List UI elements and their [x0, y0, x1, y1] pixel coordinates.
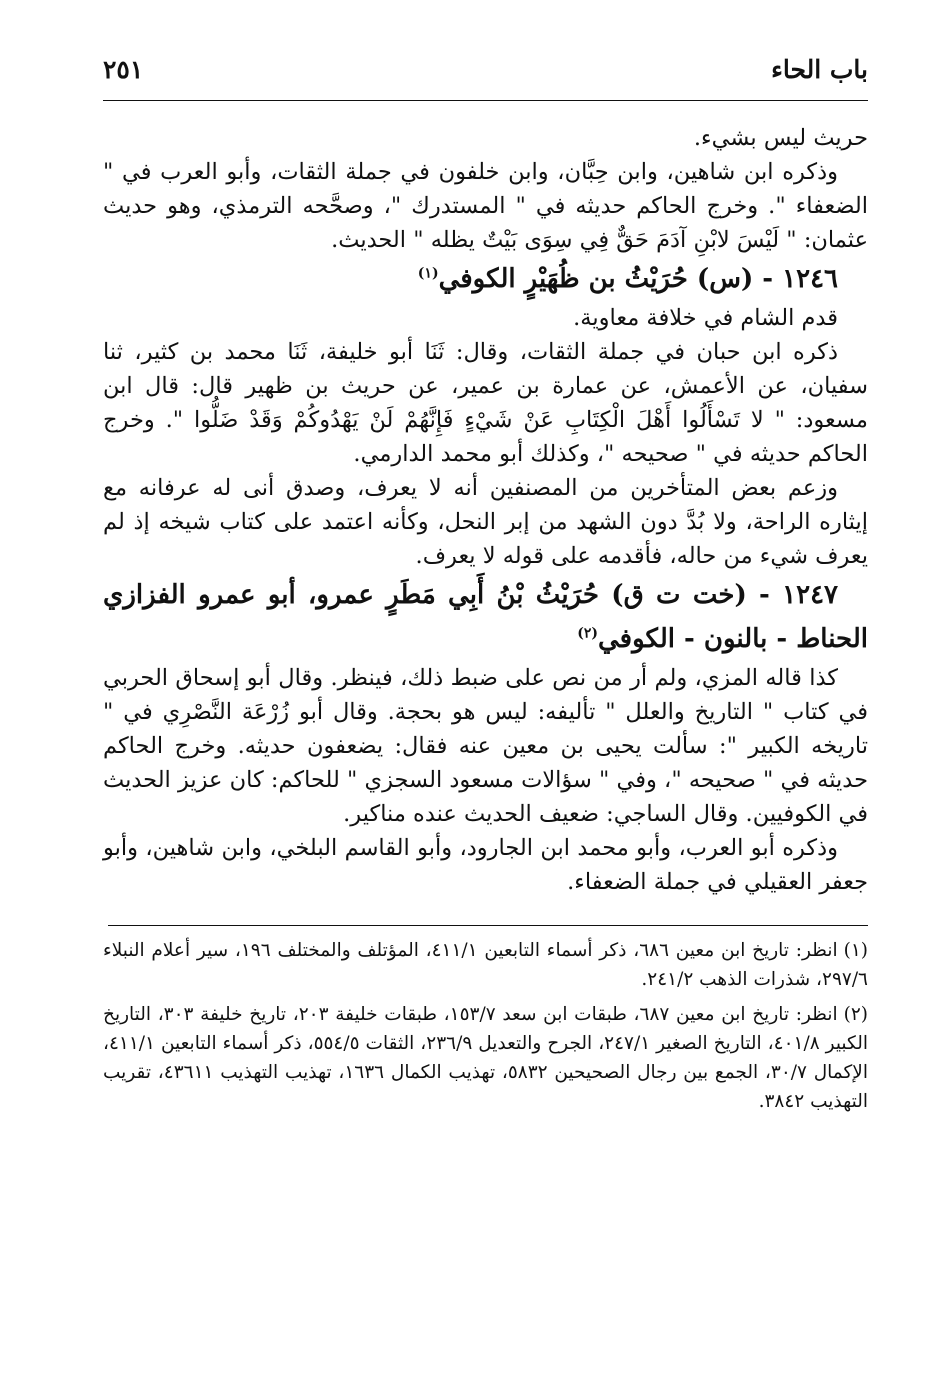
footnote-marker: (٢) [577, 625, 598, 642]
paragraph: حريث ليس بشيء. [693, 125, 868, 151]
paragraph: وذكره أبو العرب، وأبو محمد ابن الجارود، وأبو القاسم البلخي، وابن شاهين، وأبو جعفر العقيلي في جملة الضعفاء. [103, 835, 868, 895]
footnotes-section [103, 913, 868, 1116]
paragraph: قدم الشام في خلافة معاوية. [573, 305, 838, 331]
footnote-divider [108, 925, 868, 926]
footnote-number: (١) [843, 940, 868, 961]
entry-heading-1247 [103, 573, 868, 661]
page-number: ٢٥١ [103, 55, 144, 84]
footnote [103, 1000, 868, 1116]
footnote [103, 936, 868, 994]
footnote-marker: (١) [417, 265, 439, 282]
paragraph: وزعم بعض المتأخرين من المصنفين أنه لا يعرف، وصدق أنى له عرفانه مع إيثاره الراحة، ولا بُدَّ دون الشهد من إبر النحل، وكأنه اعتمد على كتاب شيخه إذ لم يعرف شيء من حاله، فأقدمه على قوله لا يعرف. [103, 475, 868, 569]
paragraph: ذكره ابن حبان في جملة الثقات، وقال: ثَنَا أبو خليفة، ثَنَا محمد بن كثير، ثنا سفيان، عن الأعمش، عن عمارة بن عمير، عن حريث بن ظهير قال: قال ابن مسعود: " لا تَسْأَلُوا أَهْلَ الْكِتَابِ عَنْ شَيْءٍ فَإِنَّهُمْ لَنْ يَهْدُوكُمْ وَقَدْ ضَلُّوا ". وخرج الحاكم حديثه في " صحيحه "، وكذلك أبو محمد الدارمي. [103, 339, 868, 467]
entry-heading-1246 [103, 257, 868, 301]
paragraph: كذا قاله المزي، ولم أر من نص على ضبط ذلك، فينظر. وقال أبو إسحاق الحربي في كتاب " التاريخ والعلل " تأليفه: ليس هو بحجة. وقال أبو زُرْعَة النَّصْرِي في " تاريخه الكبير ": سألت يحيى بن معين عنه فقال: يضعفون حديثه. وخرج الحاكم حديثه في " صحيحه "، وفي " سؤالات مسعود السجزي " للحاكم: كان عزيز الحديث في الكوفيين. وقال الساجي: ضعيف الحديث عنده مناكير. [103, 665, 868, 827]
page-header [103, 0, 868, 101]
footnote-text: انظر: تاريخ ابن معين ٦٨٧، طبقات ابن سعد ١٥٣/٧، طبقات خليفة ٢٠٣، تاريخ خليفة ٣٠٣، التاريخ الكبير ٤٠١/٨، التاريخ الصغير ٢٤٧/١، الجرح والتعديل ٢٣٦/٩، الثقات ٥٥٤/٥، ذكر أسماء التابعين ٤١١/١، الإكمال ٣٠/٧، الجمع بين رجال الصحيحين ٥٨٣٢، تهذيب الكمال ١٦٣٦، تهذيب التهذيب ٤٣٦١١، تقريب التهذيب ٣٨٤٢. [103, 1004, 868, 1112]
entry-heading-text: ١٢٤٧ - (خت ت ق) حُرَيْثُ بْنُ أَبِي مَطَرٍ عمرو، أبو عمرو الفزازي الحناط - بالنون - الكوفي [103, 580, 868, 654]
footnote-text: انظر: تاريخ ابن معين ٦٨٦، ذكر أسماء التابعين ٤١١/١، المؤتلف والمختلف ١٩٦، سير أعلام النبلاء ٢٩٧/٦، شذرات الذهب ٢٤١/٢. [103, 940, 868, 990]
paragraph: وذكره ابن شاهين، وابن حِبَّان، وابن خلفون في جملة الثقات، وأبو العرب في " الضعفاء ". وخرج الحاكم حديثه في " المستدرك "، وصحَّحه الترمذي، وهو حديث عثمان: " لَيْسَ لابْنِ آدَمَ حَقٌّ فِي سِوَى بَيْتٌ يظله " الحديث. [103, 159, 868, 253]
main-text [103, 101, 868, 899]
footnote-number: (٢) [843, 1004, 868, 1025]
running-head: باب الحاء [771, 55, 868, 84]
entry-heading-text: ١٢٤٦ - (س) حُرَيْثُ بن ظُهَيْرٍ الكوفي [438, 264, 838, 294]
